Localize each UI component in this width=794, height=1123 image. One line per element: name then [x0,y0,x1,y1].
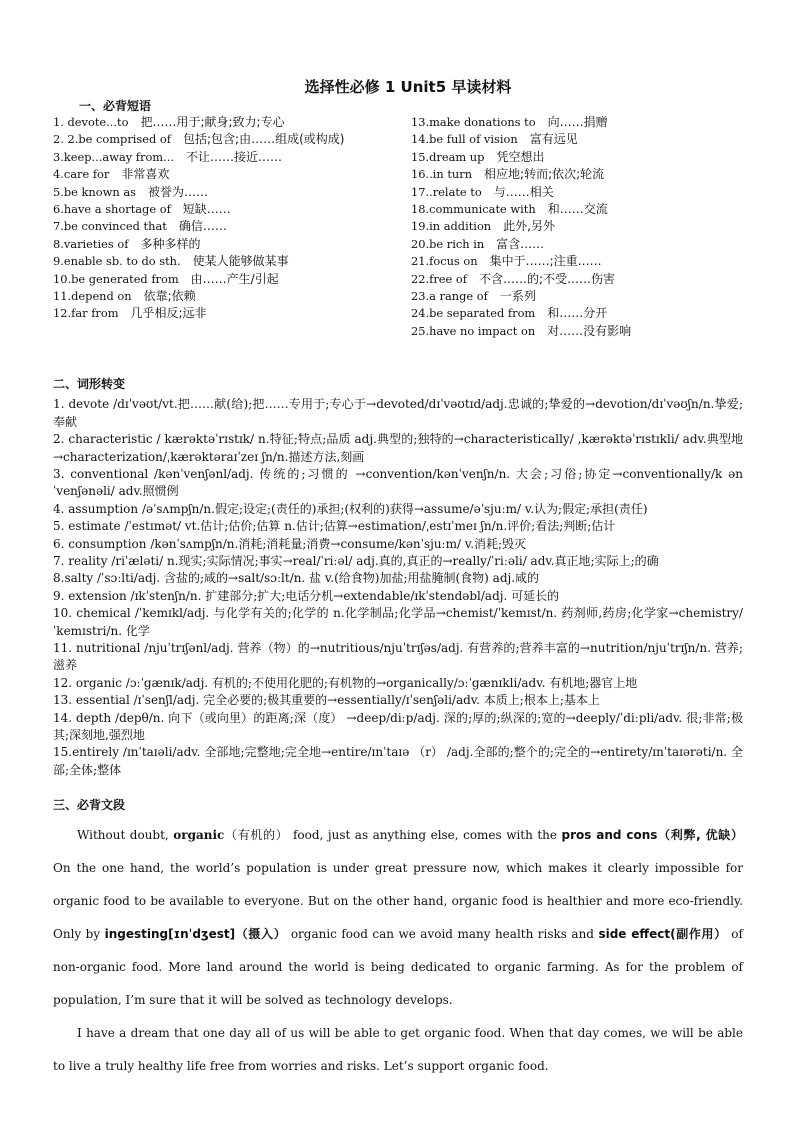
word-form-entry: 15.entirely /ɪnˈtaɪəli/adv. 全部地;完整地;完全地→entire/ɪnˈtaɪə （r） /adj.全部的;整个的;完全的→entirety/ɪnˈtaɪərəti/n. 全部;全体;整体 [53,745,743,777]
phrase-english: 13.make donations to [411,115,536,129]
phrase-chinese: 此外,另外 [503,219,555,234]
phrase-item [53,184,411,201]
passage-text: Without doubt, [77,828,174,843]
phrase-item [411,271,743,288]
phrase-chinese: 对……没有影响 [547,323,632,338]
phrase-item [53,305,411,322]
word-form-entry: 14. depth /depθ/n. 向下（或向里）的距离;深（度） →deep/diːp/adj. 深的;厚的;纵深的;宽的→deeply/ˈdiːpli/adv. 很;非常;极其;深刻地,强烈地 [53,710,743,742]
phrase-english: 16..in turn [411,167,473,182]
phrase-english: 14.be full of vision [411,132,518,147]
phrase-chinese: 相应地;转而;依次;轮流 [484,167,605,182]
key-term-pros-and-cons: pros and cons（利弊, 优缺） [561,828,743,843]
phrase-item [53,201,411,218]
phrase-chinese: 多种多样的 [140,236,201,251]
phrase-chinese: 把……用于;献身;致力;专心 [140,115,285,129]
phrase-english: 23.a range of [411,289,488,304]
phrase-item [53,166,411,183]
phrase-chinese: 由……产生/引起 [190,271,279,286]
phrase-item [53,271,411,288]
phrase-list [53,114,743,340]
phrase-english: 8.varieties of [53,236,129,251]
word-form-entry: 3. conventional /kənˈvenʃənl/adj. 传统的;习惯的 →convention/kənˈvenʃn/n. 大会;习俗;协定→conventionally/k ənˈvenʃənəli/ adv.照惯例 [53,466,743,499]
phrase-english: 9.enable sb. to do sth. [53,254,181,269]
phrase-item [411,253,743,270]
phrase-english: 6.have a shortage of [53,202,171,217]
word-form-entry: 11. nutritional /njuˈtrɪʃənl/adj. 营养（物）的→nutritious/njuˈtrɪʃəs/adj. 有营养的;营养丰富的→nutrition/njuˈtrɪʃn/n. 营养;滋养 [53,640,743,673]
key-term-organic: organic [173,828,225,843]
phrase-chinese: 和……分开 [547,306,608,321]
phrase-chinese: 被誉为…… [147,184,208,199]
phrase-chinese: 使某人能够做某事 [192,254,289,269]
word-form-entry: 2. characteristic / kærəktəˈrɪstɪk/ n.特征;特点;品质 adj.典型的;独特的→characteristically/ ,kærəktəˈrɪstɪkli/ adv.典型地→characterization/ˌkærəktəraɪˈzeɪ ʃn/n.描述方法,刻画 [53,432,743,464]
word-form-entry: 1. devote /dɪˈvəʊt/vt.把……献(给);把……专用于;专心于→devoted/dɪˈvəʊtɪd/adj.忠诚的;挚爱的→devotion/dɪˈvəʊʃn/n.挚爱;奉献 [53,397,743,429]
phrase-chinese: 不让……接近…… [185,149,282,164]
phrase-item [411,236,743,253]
phrase-item [53,114,411,131]
phrase-chinese: 一系列 [499,289,536,304]
phrase-english: 24.be separated from [411,306,536,321]
phrase-english: 15.dream up [411,149,485,164]
phrase-chinese: 确信…… [178,219,227,234]
phrase-chinese: 几乎相反;远非 [130,306,207,321]
document-page [53,76,743,1083]
phrase-item [411,305,743,322]
section-3-heading: 三、必背文段 [53,798,126,813]
phrase-chinese: 包括;包含;由……组成(或构成) [183,132,345,147]
phrase-chinese: 依靠;依赖 [143,289,196,304]
phrase-english: 22.free of [411,271,467,286]
phrase-chinese: 凭空想出 [496,149,545,164]
phrase-item [53,131,411,148]
phrase-item [411,131,743,148]
phrase-column-right [411,114,743,340]
phrase-item [411,184,743,201]
passage-text: On the one hand, the world’s population is under great pressure now, which makes it clearly impossible for organic food to be available to everyone. But on the other hand, organic food is healthier and more eco-friendly. Only by [53,861,743,942]
section-2-heading: 二、词形转变 [53,377,126,392]
word-form-entry: 8.salty /ˈsɔːlti/adj. 含盐的;咸的→salt/sɔːlt/n. 盐 v.(给食物)加盐;用盐腌制(食物) adj.咸的 [53,571,540,586]
phrase-english: 10.be generated from [53,271,179,286]
phrase-item [411,114,743,131]
phrase-chinese: 短缺…… [182,202,231,217]
word-form-entry: 6. consumption /kənˈsʌmpʃn/n.消耗;消耗量;消费→consume/kənˈsjuːm/ v.消耗;毁灭 [53,536,527,551]
word-form-entry: 10. chemical /ˈkemɪkl/adj. 与化学有关的;化学的 n.化学制品;化学品→chemist/ˈkemɪst/n. 药剂师,药房;化学家→chemistry/ˈkemɪstri/n. 化学 [53,606,743,638]
phrase-english: 19.in addition [411,219,492,234]
phrase-english: 12.far from [53,306,119,321]
phrase-english: 2. 2.be comprised of [53,132,171,147]
word-form-entry: 7. reality /riˈæləti/ n.现实;实际情况;事实→real/ˈriːəl/ adj.真的,真正的→really/ˈriːəli/ adv.真正地;实际上;的确 [53,553,659,568]
phrase-english: 4.care for [53,167,110,182]
passage-text: organic food can we avoid many health risks and [286,927,599,942]
phrase-english: 7.be convinced that [53,219,167,234]
phrase-chinese: 和……交流 [547,202,608,217]
phrase-item [411,149,743,166]
phrase-english: 18.communicate with [411,202,536,217]
phrase-english: 25.have no impact on [411,323,536,338]
phrase-english: 3.keep...away from... [53,149,174,164]
phrase-chinese: 不含……的;不受……伤害 [478,271,615,286]
phrase-item [53,218,411,235]
word-form-entry: 5. estimate /ˈestɪmət/ vt.估计;估价;估算 n.估计;估算→estimation/ˌestɪˈmeɪ ʃn/n.评价;看法;判断;估计 [53,519,616,534]
phrase-english: 20.be rich in [411,236,485,251]
phrase-column-left [53,114,411,340]
phrase-item [411,288,743,305]
phrase-item [53,253,411,270]
phrase-english: 5.be known as [53,184,136,199]
word-form-entry: 4. assumption /əˈsʌmpʃn/n.假定;设定;(责任的)承担;(权利的)获得→assume/əˈsjuːm/ v.认为;假定;承担(责任) [53,501,648,516]
phrase-item [53,288,411,305]
passage-paragraph-2: I have a dream that one day all of us will be able to get organic food. When that day comes, we will be able to live a truly healthy life free from worries and risks. Let’s support organic food. [53,1026,743,1074]
phrase-chinese: 集中于……;注重…… [489,254,602,269]
phrase-item [53,236,411,253]
phrase-chinese: 非常喜欢 [121,167,170,182]
phrase-english: 21.focus on [411,254,478,269]
phrase-english: 17..relate to [411,184,482,199]
document-title: 选择性必修 1 Unit5 早读材料 [304,78,512,96]
phrase-chinese: 与……相关 [493,184,554,199]
word-form-entry: 9. extension /ɪkˈstenʃn/n. 扩建部分;扩大;电话分机→extendable/ɪkˈstendəbl/adj. 可延长的 [53,588,560,603]
section-1-heading: 一、必背短语 [79,99,152,113]
phrase-chinese: 富有远见 [529,132,578,147]
key-term-side-effect: side effect(副作用） [598,927,727,942]
word-form-entry: 12. organic /ɔːˈgænɪk/adj. 有机的;不使用化肥的;有机物的→organically/ɔːˈgænɪkli/adv. 有机地;器官上地 [53,675,638,690]
phrase-item [411,166,743,183]
phrase-item [411,218,743,235]
phrase-chinese: 富含…… [496,236,545,251]
passage-text: of non-organic food. More land around the world is being dedicated to organic farming. As for the problem of population, I’m sure that it will be solved as technology develops. [53,927,743,1008]
phrase-item [411,201,743,218]
phrase-chinese: 向……捐赠 [547,115,608,129]
word-form-entry: 13. essential /ɪˈsenʃl/adj. 完全必要的;极其重要的→essentially/ɪˈsenʃəli/adv. 本质上;根本上;基本上 [53,693,600,708]
passage-paragraph-1 [53,819,743,1017]
phrase-item [53,149,411,166]
phrase-english: 11.depend on [53,289,132,304]
phrase-english: 1. devote...to [53,115,129,129]
passage-text: （有机的） food, just as anything else, comes with the [224,828,562,843]
phrase-item [411,323,743,340]
word-form-list [53,396,743,779]
key-term-ingesting: ingesting[ɪnˈdʒest]（摄入） [104,927,287,942]
